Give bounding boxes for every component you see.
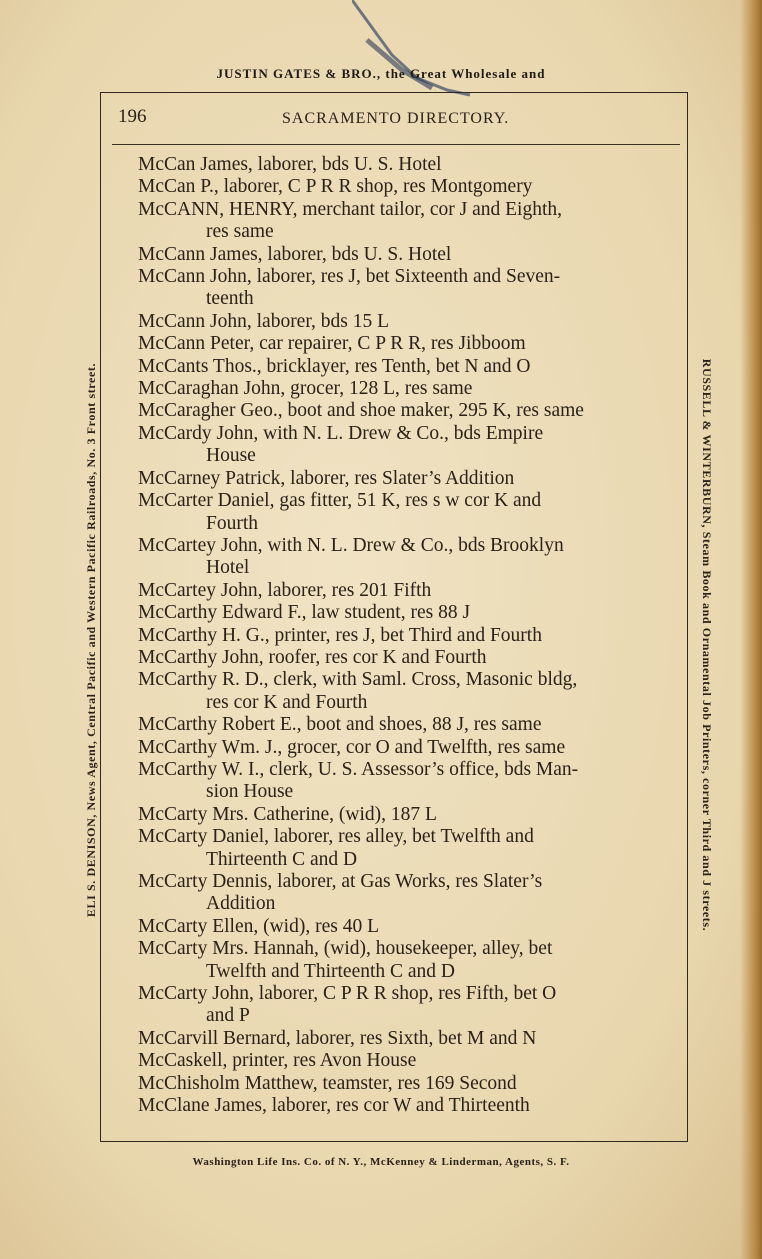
entry-line: McCarthy H. G., printer, res J, bet Third and Fourth — [138, 624, 542, 646]
directory-entry — [138, 804, 668, 826]
entry-line: McCarthy John, roofer, res cor K and Fourth — [138, 646, 487, 668]
directory-entry — [138, 983, 668, 1028]
directory-entry — [138, 759, 668, 804]
entry-line: McCaraghan John, grocer, 128 L, res same — [138, 378, 473, 400]
entry-line: McCarty John, laborer, C P R R shop, res Fifth, bet O — [138, 983, 557, 1005]
entry-line: McCarty Ellen, (wid), res 40 L — [138, 915, 379, 937]
entry-line: McCarthy Robert E., boot and shoes, 88 J, res same — [138, 714, 542, 736]
entry-continuation: teenth — [206, 288, 254, 310]
directory-entry — [138, 154, 668, 176]
bottom-advertisement-banner: Washington Life Ins. Co. of N. Y., McKenney & Linderman, Agents, S. F. — [192, 1156, 570, 1168]
entry-line: McCann James, laborer, bds U. S. Hotel — [138, 243, 452, 265]
left-sidebar-advertisement: ELI S. DENISON, News Agent, Central Pacific and Western Pacific Railroads, No. 3 Front street. — [84, 362, 98, 918]
directory-entry — [138, 737, 668, 759]
entry-continuation: sion House — [206, 781, 294, 803]
directory-entry — [138, 871, 668, 916]
entry-line: McCaskell, printer, res Avon House — [138, 1050, 417, 1072]
entry-line: McCarvill Bernard, laborer, res Sixth, bet M and N — [138, 1027, 537, 1049]
entry-line: McCarty Mrs. Hannah, (wid), housekeeper, alley, bet — [138, 938, 553, 960]
entry-continuation: and P — [206, 1005, 250, 1027]
directory-entry — [138, 602, 668, 624]
entry-line: McCarty Mrs. Catherine, (wid), 187 L — [138, 803, 437, 825]
entry-line: McClane James, laborer, res cor W and Thirteenth — [138, 1095, 530, 1117]
page-edge — [740, 0, 762, 1259]
entry-line: McCan P., laborer, C P R R shop, res Montgomery — [138, 176, 533, 198]
entry-continuation: Fourth — [206, 512, 259, 534]
directory-entry — [138, 938, 668, 983]
page-number: 196 — [118, 106, 147, 127]
entry-continuation: Twelfth and Thirteenth C and D — [206, 960, 456, 982]
entry-line: McCann John, laborer, res J, bet Sixteenth and Seven- — [138, 266, 561, 288]
directory-entry — [138, 580, 668, 602]
entry-line: McCardy John, with N. L. Drew & Co., bds Empire — [138, 422, 544, 444]
directory-entry — [138, 490, 668, 535]
entry-line: McCants Thos., bricklayer, res Tenth, bet N and O — [138, 355, 531, 377]
entry-line: McCartey John, laborer, res 201 Fifth — [138, 579, 432, 601]
entry-line: McCarthy Edward F., law student, res 88 J — [138, 602, 471, 624]
entry-line: McCarter Daniel, gas fitter, 51 K, res s w cor K and — [138, 490, 542, 512]
directory-entry — [138, 669, 668, 714]
directory-entry — [138, 176, 668, 198]
directory-entry — [138, 1028, 668, 1050]
running-head: SACRAMENTO DIRECTORY. — [282, 110, 510, 127]
entry-continuation: House — [206, 445, 256, 467]
entry-continuation: Addition — [206, 893, 276, 915]
directory-entry — [138, 311, 668, 333]
directory-entry — [138, 356, 668, 378]
directory-entry — [138, 1073, 668, 1095]
entry-line: McCarty Daniel, laborer, res alley, bet Twelfth and — [138, 826, 534, 848]
directory-entry — [138, 266, 668, 311]
directory-entry — [138, 244, 668, 266]
directory-entry — [138, 400, 668, 422]
entry-line: McCarthy Wm. J., grocer, cor O and Twelfth, res same — [138, 736, 566, 758]
entry-continuation: Hotel — [206, 557, 250, 579]
header-rule — [112, 144, 680, 145]
entry-line: McCann John, laborer, bds 15 L — [138, 310, 390, 332]
entry-line: McCarthy R. D., clerk, with Saml. Cross, Masonic bldg, — [138, 669, 578, 691]
directory-entry — [138, 535, 668, 580]
entry-continuation: Thirteenth C and D — [206, 848, 358, 870]
entry-line: McCarthy W. I., clerk, U. S. Assessor’s office, bds Man- — [138, 758, 579, 780]
directory-entry — [138, 916, 668, 938]
entry-line: McCann Peter, car repairer, C P R R, res Jibboom — [138, 333, 526, 355]
ink-stain-mark — [352, 0, 472, 100]
entry-line: McCaragher Geo., boot and shoe maker, 295 K, res same — [138, 400, 584, 422]
directory-entry — [138, 714, 668, 736]
entry-line: McCarty Dennis, laborer, at Gas Works, res Slater’s — [138, 871, 543, 892]
right-sidebar-advertisement: RUSSELL & WINTERBURN, Steam Book and Ornamental Job Printers, corner Third and J streets. — [700, 358, 714, 932]
top-advertisement-banner: JUSTIN GATES & BRO., the Great Wholesale and — [216, 66, 546, 81]
directory-entry — [138, 378, 668, 400]
directory-entry — [138, 1095, 668, 1117]
directory-entries — [138, 154, 668, 1117]
directory-entry — [138, 647, 668, 669]
directory-entry — [138, 625, 668, 647]
directory-entry — [138, 1050, 668, 1072]
entry-line: McCarney Patrick, laborer, res Slater’s Addition — [138, 467, 515, 489]
entry-line: McChisholm Matthew, teamster, res 169 Second — [138, 1072, 517, 1094]
entry-continuation: res cor K and Fourth — [206, 691, 368, 713]
entry-line: McCANN, HENRY, merchant tailor, cor J and Eighth, — [138, 198, 563, 220]
entry-line: McCartey John, with N. L. Drew & Co., bds Brooklyn — [138, 534, 564, 556]
directory-entry — [138, 199, 668, 244]
directory-entry — [138, 468, 668, 490]
entry-continuation: res same — [206, 221, 274, 243]
directory-entry — [138, 826, 668, 871]
entry-line: McCan James, laborer, bds U. S. Hotel — [138, 154, 442, 175]
directory-entry — [138, 333, 668, 355]
directory-entry — [138, 423, 668, 468]
